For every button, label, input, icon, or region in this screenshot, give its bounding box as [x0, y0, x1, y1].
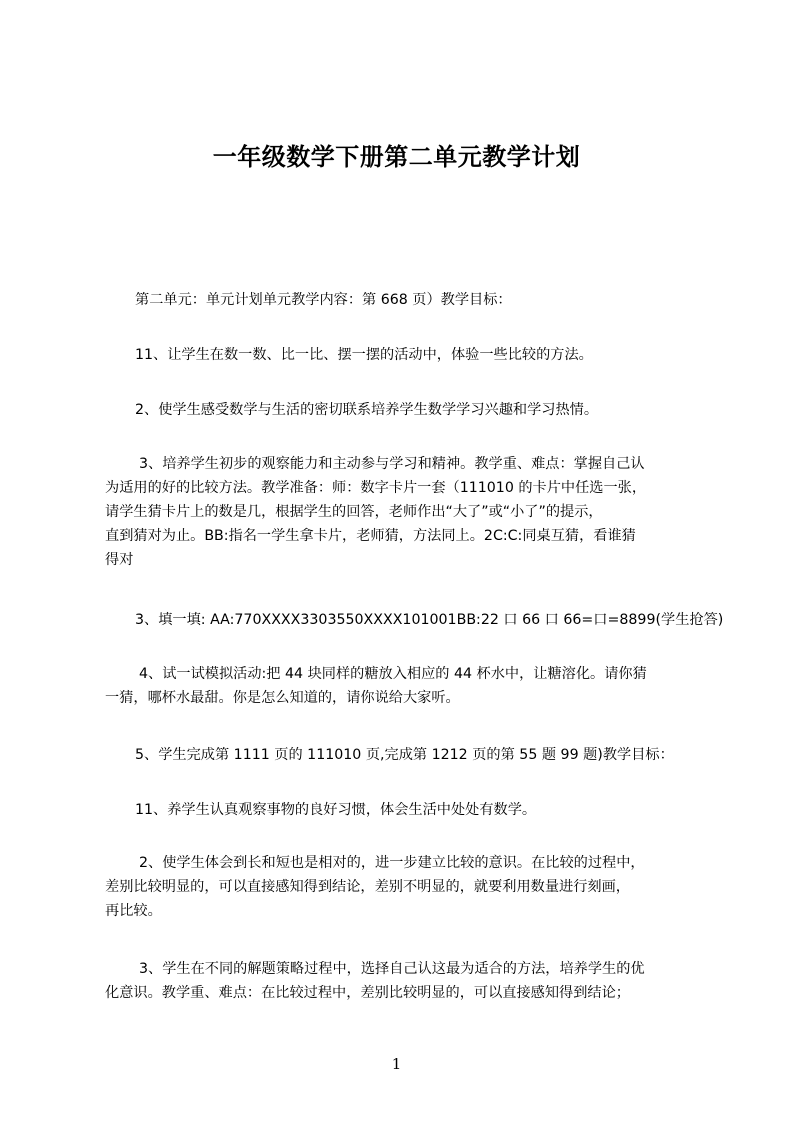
paragraph-line: 为适用的好的比较方法。教学准备：师：数字卡片一套（111010 的卡片中任选一张， [105, 480, 647, 496]
paragraph-line: 11、养学生认真观察事物的良好习惯，体会生活中处处有数学。 [135, 802, 537, 818]
paragraph-line: 3、学生在不同的解题策略过程中，选择自己认这最为适合的方法，培养学生的优 [139, 961, 645, 977]
paragraph-line: 5、学生完成第 1111 页的 111010 页,完成第 1212 页的第 55 题 99 题)教学目标： [135, 747, 674, 763]
paragraph-exercises [135, 743, 674, 767]
paragraph-line: 得对 [105, 552, 134, 568]
paragraph-line: 2、使学生感受数学与生活的密切联系培养学生数学学习兴趣和学习热情。 [135, 402, 599, 418]
paragraph-line: 请学生猜卡片上的数是几，根据学生的回答，老师作出“大了”或“小了”的提示， [105, 504, 603, 520]
paragraph-line: 3、培养学生初步的观察能力和主动参与学习和精神。教学重、难点：掌握自己认 [139, 456, 645, 472]
paragraph-line: 4、试一试模拟活动:把 44 块同样的糖放入相应的 44 杯水中，让糖溶化。请你猜 [139, 666, 647, 682]
paragraph-line: 第二单元：单元计划单元教学内容：第 668 页）教学目标： [135, 292, 512, 308]
paragraph-goal-2 [135, 398, 598, 422]
paragraph-line: 2、使学生体会到长和短也是相对的，进一步建立比较的意识。在比较的过程中， [139, 855, 645, 871]
document-title: 一年级数学下册第二单元教学计划 [212, 143, 581, 171]
paragraph-line: 直到猜对为止。BB:指名一学生拿卡片，老师猜，方法同上。2C:C:同桌互猜，看谁猜 [105, 528, 636, 544]
paragraph-line: 一猜，哪杯水最甜。你是怎么知道的，请你说给大家听。 [105, 690, 460, 706]
page-number: 1 [391, 1055, 402, 1073]
paragraph-line: 11、让学生在数一数、比一比、摆一摆的活动中，体验一些比较的方法。 [135, 347, 593, 363]
paragraph-goal-3 [105, 452, 646, 572]
paragraph-goal-length [105, 851, 645, 923]
paragraph-line: 差别比较明显的，可以直接感知得到结论，差别不明显的，就要利用数量进行刻画， [105, 879, 630, 895]
paragraph-line: 化意识。教学重、难点：在比较过程中，差别比较明显的，可以直接感知得到结论； [105, 985, 630, 1001]
paragraph-line: 3、填一填: AA:770XXXX3303550XXXX101001BB:22 口 66 口 66=口=8899(学生抢答) [135, 612, 724, 628]
paragraph-line: 再比较。 [105, 903, 162, 919]
paragraph-try-activity [105, 662, 647, 710]
paragraph-goal-1 [135, 343, 593, 367]
paragraph-goal-strategy [105, 957, 645, 1005]
paragraph-fill-in [135, 608, 723, 632]
paragraph-goal-habits [135, 798, 536, 822]
paragraph-unit-intro [135, 288, 512, 312]
